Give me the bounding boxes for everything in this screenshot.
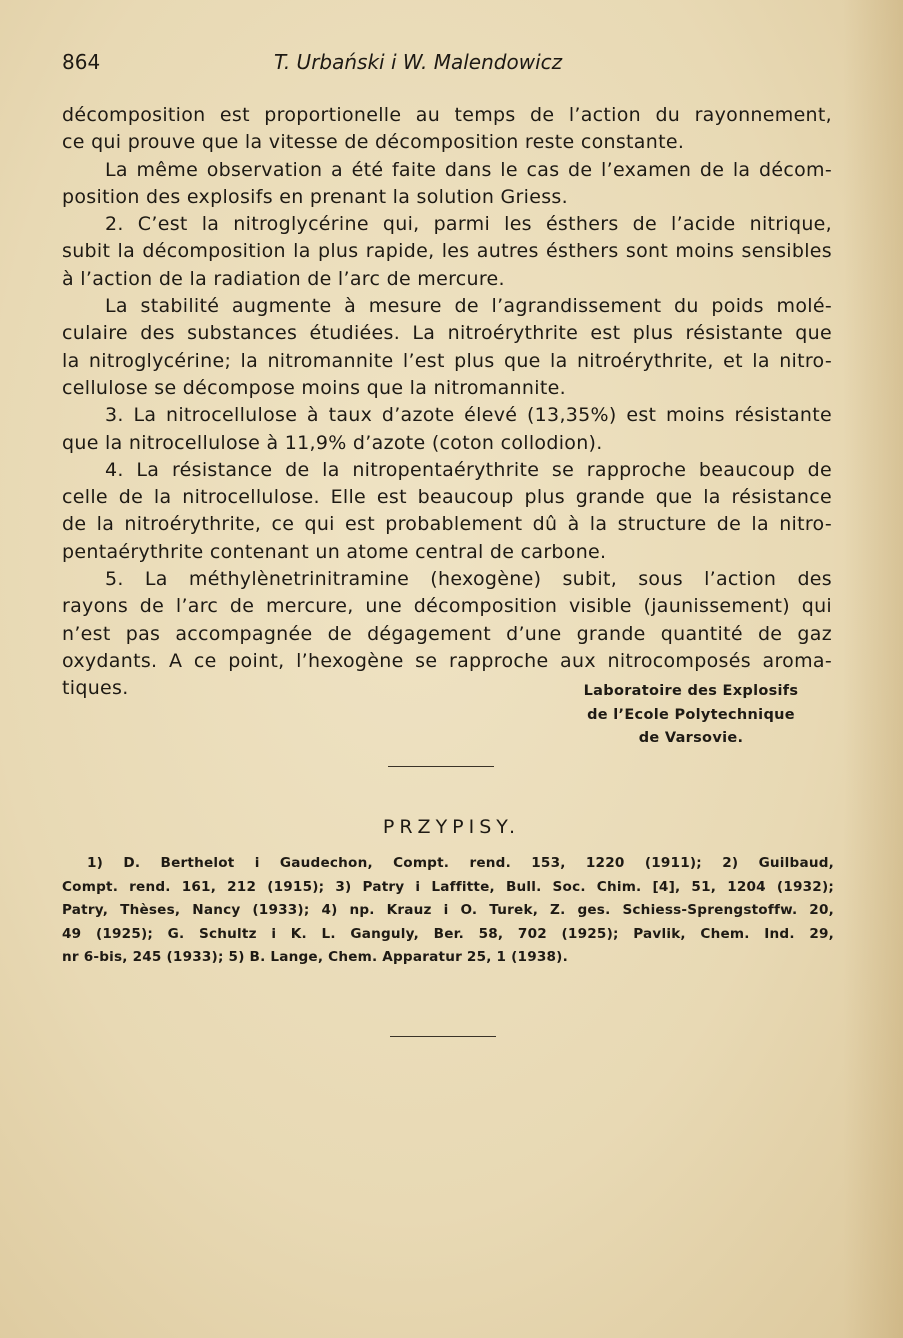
page-edge-shading [843, 0, 903, 1338]
body-text [62, 102, 832, 703]
separator-rule [388, 766, 494, 767]
footnote-line: Compt. rend. 161, 212 (1915); 3) Patry i Laffitte, Bull. Soc. Chim. [4], 51, 1204 (1932); [62, 878, 834, 895]
body-line: de la nitroérythrite, ce qui est probablement dû à la structure de la nitro- [62, 513, 832, 536]
body-line: 5. La méthylènetrinitramine (hexogène) subit, sous l’action des [105, 568, 832, 591]
running-head: T. Urbański i W. Malendowicz [274, 50, 563, 74]
body-line: subit la décomposition la plus rapide, les autres ésthers sont moins sensibles [62, 240, 832, 263]
body-line: 4. La résistance de la nitropentaérythrite se rapproche beaucoup de [105, 458, 832, 481]
body-line: oxydants. A ce point, l’hexogène se rapproche aux nitrocomposés aroma- [62, 649, 832, 672]
page-header [62, 50, 842, 80]
affiliation-line: de Varsovie. [638, 730, 744, 746]
body-line: ce qui prouve que la vitesse de décomposition reste constante. [62, 131, 685, 154]
end-rule [390, 1036, 496, 1037]
body-line: celle de la nitrocellulose. Elle est beaucoup plus grande que la résistance [62, 486, 832, 509]
body-line: 3. La nitrocellulose à taux d’azote élevé (13,35%) est moins résistante [105, 404, 832, 427]
footnote-line: 1) D. Berthelot i Gaudechon, Compt. rend. 153, 1220 (1911); 2) Guilbaud, [87, 855, 834, 871]
body-line: culaire des substances étudiées. La nitroérythrite est plus résistante que [62, 322, 832, 345]
body-line: position des explosifs en prenant la solution Griess. [62, 185, 568, 208]
section-title: PRZYPISY. [382, 816, 521, 838]
footnote-line: 49 (1925); G. Schultz i K. L. Ganguly, Ber. 58, 702 (1925); Pavlik, Chem. Ind. 29, [62, 925, 834, 942]
body-line: décomposition est proportionelle au temps de l’action du rayonnement, [62, 104, 832, 126]
body-line: La même observation a été faite dans le cas de l’examen de la décom- [105, 158, 832, 181]
body-line: rayons de l’arc de mercure, une décomposition visible (jaunissement) qui [62, 595, 832, 618]
body-line: 2. C’est la nitroglycérine qui, parmi les ésthers de l’acide nitrique, [105, 213, 832, 236]
footnote-line: nr 6-bis, 245 (1933); 5) B. Lange, Chem. Apparatur 25, 1 (1938). [62, 949, 568, 966]
body-line: à l’action de la radiation de l’arc de mercure. [62, 267, 505, 290]
page-number: 864 [62, 50, 101, 74]
affiliation-line: Laboratoire des Explosifs [583, 683, 799, 699]
body-line: la nitroglycérine; la nitromannite l’est plus que la nitroérythrite, et la nitro- [62, 349, 832, 372]
body-line: tiques. [62, 677, 129, 700]
footnotes [62, 852, 834, 970]
affiliation-line: de l’Ecole Polytechnique [587, 706, 795, 723]
body-line: pentaérythrite contenant un atome central de carbone. [62, 540, 607, 563]
footnote-line: Patry, Thèses, Nancy (1933); 4) np. Krauz i O. Turek, Z. ges. Schiess-Sprengstoffw. 20, [62, 902, 834, 919]
body-line: n’est pas accompagnée de dégagement d’une grande quantité de gaz [62, 622, 832, 645]
body-line: que la nitrocellulose à 11,9% d’azote (coton collodion). [62, 431, 603, 454]
affiliation [560, 680, 822, 751]
body-line: La stabilité augmente à mesure de l’agrandissement du poids molé- [105, 295, 832, 318]
body-line: cellulose se décompose moins que la nitromannite. [62, 376, 566, 399]
